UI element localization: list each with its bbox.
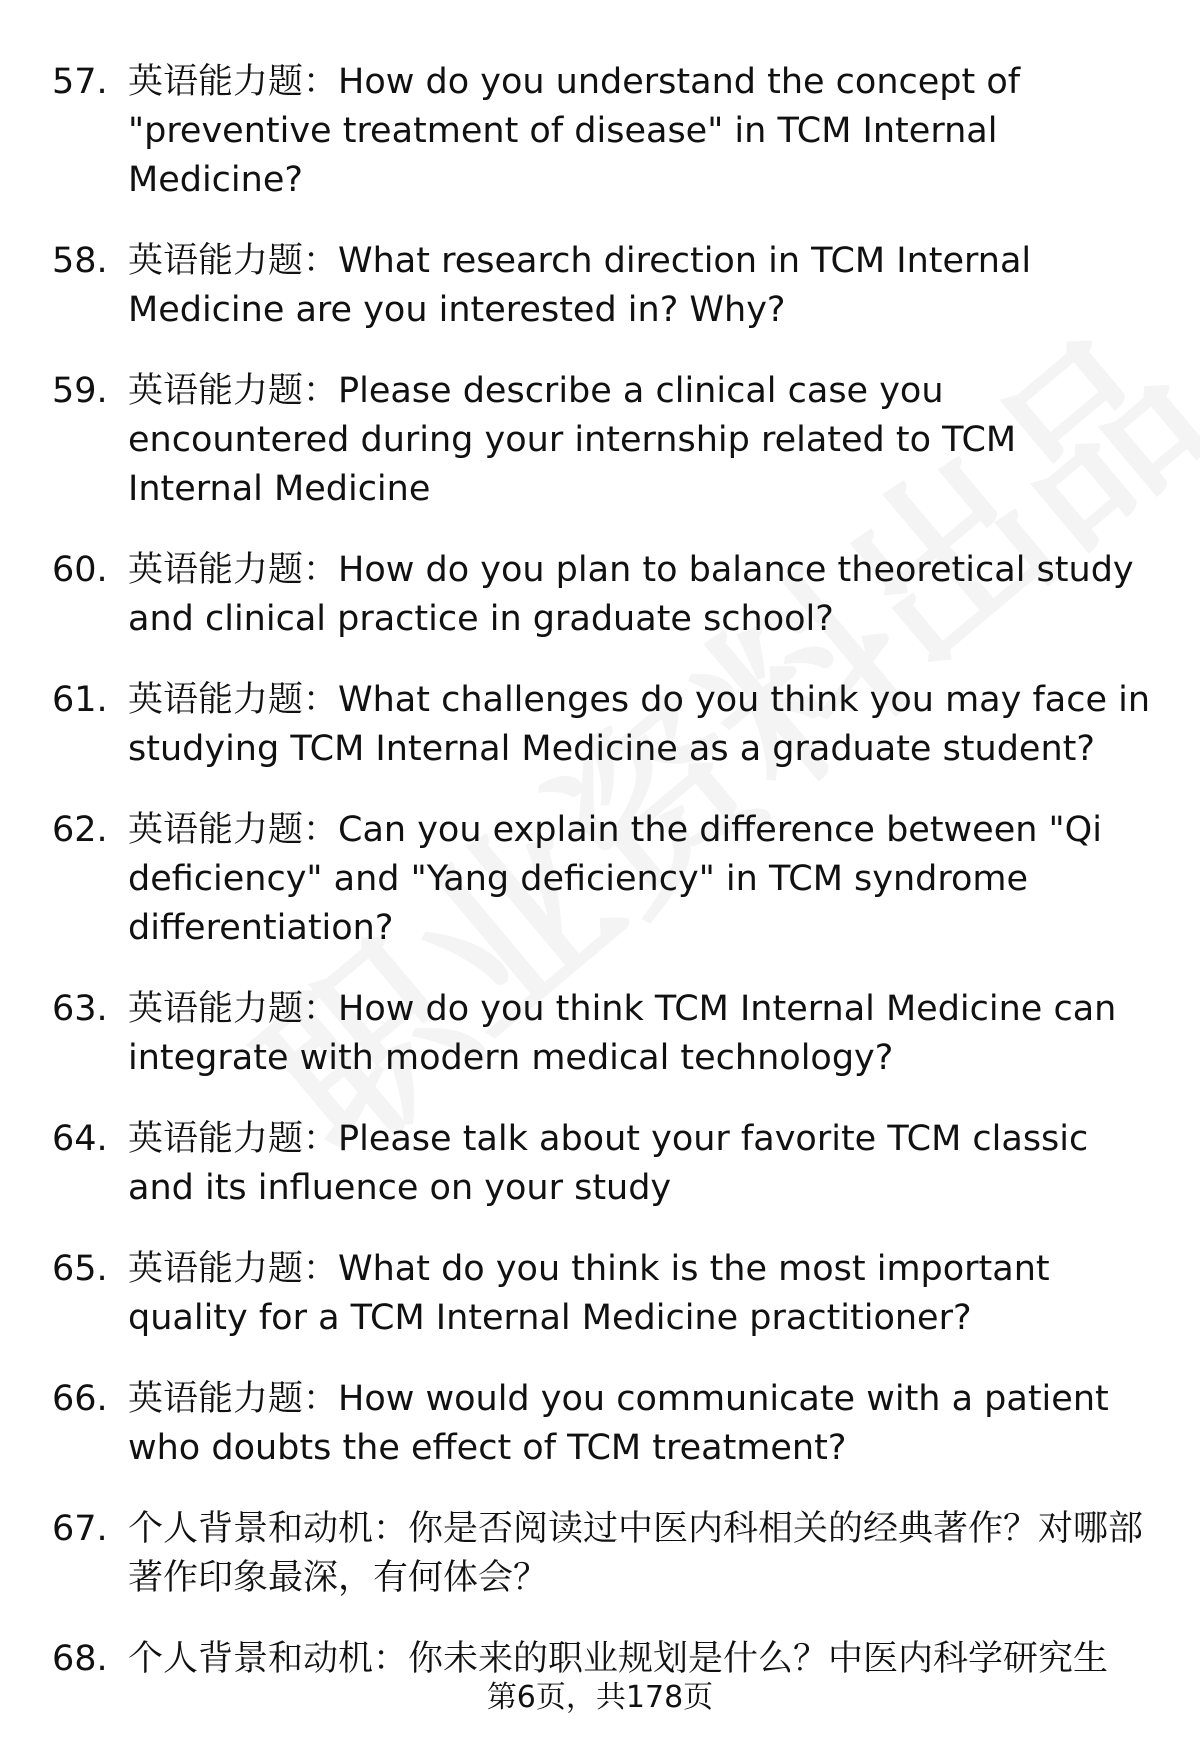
question-item [52,985,1162,1083]
question-item [52,1245,1162,1343]
question-text: 英语能力题：Please talk about your favorite TCM classic and its influence on your study [128,1119,1089,1208]
question-item [52,676,1162,774]
question-item [52,237,1162,335]
question-number: 58. [52,241,108,281]
question-text: 英语能力题：How do you plan to balance theoretical study and clinical practice in graduate school? [128,550,1134,639]
question-item [52,1505,1162,1603]
question-item [52,367,1162,514]
question-number: 64. [52,1119,108,1159]
question-number: 62. [52,810,108,850]
page-footer: 第6页，共178页 [486,1680,714,1715]
question-number: 67. [52,1509,108,1549]
question-item [52,1375,1162,1473]
question-item [52,546,1162,644]
question-item [52,1635,1162,1684]
question-number: 57. [52,62,108,102]
question-text: 个人背景和动机：你是否阅读过中医内科相关的经典著作？对哪部著作印象最深，有何体会？ [128,1509,1144,1598]
question-text: 英语能力题：How do you understand the concept of "preventive treatment of disease" in TCM Internal Medicine? [128,62,1021,200]
question-text: 英语能力题：Please describe a clinical case you encountered during your internship related to TCM Internal Medicine [128,371,1017,509]
question-number: 68. [52,1639,108,1679]
question-number: 60. [52,550,108,590]
question-text: 英语能力题：What do you think is the most important quality for a TCM Internal Medicine practitioner? [128,1249,1050,1338]
question-item [52,1115,1162,1213]
question-text: 英语能力题：How would you communicate with a patient who doubts the effect of TCM treatment? [128,1379,1109,1468]
question-number: 66. [52,1379,108,1419]
question-number: 65. [52,1249,108,1289]
question-text: 个人背景和动机：你未来的职业规划是什么？中医内科学研究生 [128,1639,1109,1679]
question-number: 59. [52,371,108,411]
question-text: 英语能力题：What research direction in TCM Internal Medicine are you interested in? Why? [128,241,1032,330]
question-text: 英语能力题：Can you explain the difference between "Qi deficiency" and "Yang deficiency" in TCM syndrome differentiation? [128,810,1102,948]
question-item [52,58,1162,205]
question-text: 英语能力题：How do you think TCM Internal Medicine can integrate with modern medical technology? [128,989,1117,1078]
question-number: 61. [52,680,108,720]
question-number: 63. [52,989,108,1029]
question-item [52,806,1162,953]
question-text: 英语能力题：What challenges do you think you may face in studying TCM Internal Medicine as a graduate student? [128,680,1151,769]
question-list [52,58,1162,1716]
